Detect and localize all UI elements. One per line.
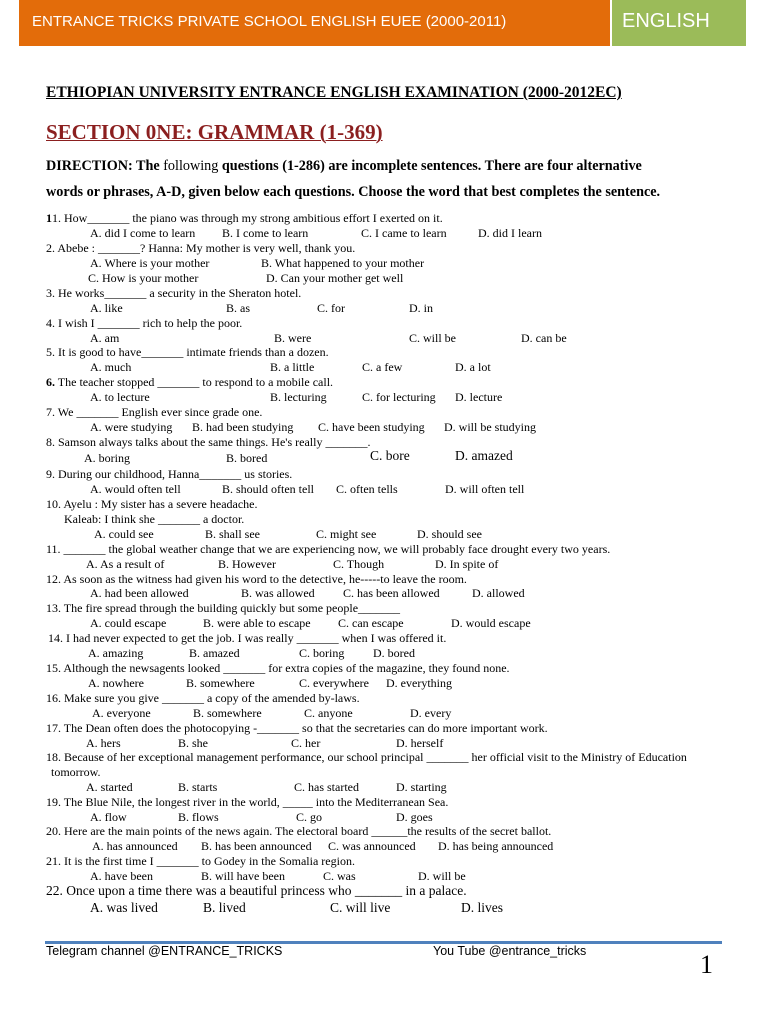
option-a: A. As a result of xyxy=(86,557,165,571)
option-d: D. will be xyxy=(418,869,466,883)
question-17: 17. The Dean often does the photocopying -_______ so that the secretaries can do more important work. xyxy=(46,721,548,735)
direction-label: DIRECTION: The xyxy=(46,158,164,174)
question-number: 1 xyxy=(46,211,52,225)
question-12: 12. As soon as the witness had given his word to the detective, he-----to leave the room. xyxy=(46,572,467,586)
youtube-channel: You Tube @entrance_tricks xyxy=(433,944,587,958)
option-a: A. would often tell xyxy=(90,482,181,496)
option-d: D. did I learn xyxy=(478,226,542,240)
option-c: C. a few xyxy=(362,360,403,374)
option-d: D. a lot xyxy=(455,360,491,374)
option-a: A. did I come to learn xyxy=(90,226,196,240)
question-7: 7. We _______ English ever since grade one. xyxy=(46,405,263,419)
option-a: A. much xyxy=(90,360,132,374)
option-c: C. might see xyxy=(316,527,377,541)
option-a: A. could see xyxy=(94,527,154,541)
option-c: C. was xyxy=(323,869,356,883)
option-b: B. I come to learn xyxy=(222,226,309,240)
option-d: D. should see xyxy=(417,527,482,541)
option-d: D. In spite of xyxy=(435,557,499,571)
option-a: A. am xyxy=(90,331,120,345)
question-1 xyxy=(46,211,443,225)
option-b: B. lecturing xyxy=(270,390,327,404)
section-title: SECTION 0NE: GRAMMAR (1-369) xyxy=(46,120,383,144)
option-c: C. has started xyxy=(294,780,359,794)
question-20: 20. Here are the main points of the news again. The electoral board ______the results of the secret ballot. xyxy=(46,824,552,838)
question-21: 21. It is the first time I _______ to Godey in the Somalia region. xyxy=(46,854,355,868)
option-b: B. amazed xyxy=(189,646,240,660)
option-b: B. a little xyxy=(270,360,315,374)
direction-line-2: words or phrases, A-D, given below each questions. Choose the word that best completes the sentence. xyxy=(46,184,661,200)
option-d: D. will often tell xyxy=(445,482,525,496)
option-c: C. anyone xyxy=(304,706,353,720)
option-b: B. had been studying xyxy=(192,420,294,434)
option-d: D. has being announced xyxy=(438,839,554,853)
option-c: C. has been allowed xyxy=(343,586,440,600)
question-8: 8. Samson always talks about the same things. He's really _______. xyxy=(46,435,371,449)
option-b: B. bored xyxy=(226,451,268,465)
option-c: C. for xyxy=(317,301,345,315)
option-a: A. to lecture xyxy=(90,390,150,404)
option-d: D. will be studying xyxy=(444,420,536,434)
question-6 xyxy=(46,375,333,389)
option-b: B. starts xyxy=(178,780,218,794)
question-text: 1. How_______ the piano was through my strong ambitious effort I exerted on it. xyxy=(52,211,443,225)
option-b: B. What happened to your mother xyxy=(261,256,425,270)
option-a: A. could escape xyxy=(90,616,167,630)
option-d: D. in xyxy=(409,301,433,315)
option-a: A. started xyxy=(86,780,133,794)
question-4: 4. I wish I _______ rich to help the poor. xyxy=(46,316,243,330)
option-d: D. everything xyxy=(386,676,452,690)
exam-title: ETHIOPIAN UNIVERSITY ENTRANCE ENGLISH EXAMINATION (2000-2012EC) xyxy=(46,84,622,101)
option-b: B. were able to escape xyxy=(203,616,311,630)
question-3: 3. He works_______ a security in the Sheraton hotel. xyxy=(46,286,302,300)
option-c: C. I came to learn xyxy=(361,226,447,240)
option-d: D. can be xyxy=(521,331,567,345)
question-13: 13. The fire spread through the building quickly but some people_______ xyxy=(46,601,401,615)
option-b: B. shall see xyxy=(205,527,260,541)
option-c: C. have been studying xyxy=(318,420,425,434)
option-c: C. boring xyxy=(299,646,345,660)
question-5: 5. It is good to have_______ intimate friends than a dozen. xyxy=(46,345,329,359)
question-10-reply: Kaleab: I think she _______ a doctor. xyxy=(64,512,245,526)
option-a: A. amazing xyxy=(88,646,144,660)
direction-line-1 xyxy=(46,158,642,175)
option-a: A. have been xyxy=(90,869,153,883)
option-c: C. bore xyxy=(370,448,410,463)
option-d: D. herself xyxy=(396,736,444,750)
option-c: C. was announced xyxy=(328,839,416,853)
option-d: D. allowed xyxy=(472,586,525,600)
option-d: D. every xyxy=(410,706,452,720)
option-d: D. amazed xyxy=(455,448,513,463)
page-number: 1 xyxy=(700,950,713,979)
question-15: 15. Although the newsagents looked _______ for extra copies of the magazine, they found none. xyxy=(46,661,510,675)
question-2: 2. Abebe : _______? Hanna: My mother is very well, thank you. xyxy=(46,241,356,255)
option-d: D. goes xyxy=(396,810,433,824)
direction-following: following xyxy=(163,158,222,174)
header-title: ENTRANCE TRICKS PRIVATE SCHOOL ENGLISH EUEE (2000-2011) xyxy=(32,13,507,30)
option-b: B. were xyxy=(274,331,312,345)
telegram-channel: Telegram channel @ENTRANCE_TRICKS xyxy=(46,944,283,958)
option-b: B. has been announced xyxy=(201,839,312,853)
option-c: C. will be xyxy=(409,331,456,345)
option-d: D. would escape xyxy=(451,616,531,630)
option-a: A. were studying xyxy=(90,420,173,434)
option-c: C. How is your mother xyxy=(88,271,199,285)
question-22: 22. Once upon a time there was a beautiful princess who _______ in a palace. xyxy=(46,883,467,898)
question-10: 10. Ayelu : My sister has a severe headache. xyxy=(46,497,258,511)
option-d: D. Can your mother get well xyxy=(266,271,404,285)
option-d: D. starting xyxy=(396,780,447,794)
option-d: D. bored xyxy=(373,646,415,660)
option-d: D. lives xyxy=(461,900,503,915)
option-a: A. had been allowed xyxy=(90,586,189,600)
question-14: 14. I had never expected to get the job. I was really _______ when I was offered it. xyxy=(48,631,447,645)
option-b: B. flows xyxy=(178,810,219,824)
option-b: B. should often tell xyxy=(222,482,314,496)
option-a: A. has announced xyxy=(92,839,178,853)
option-a: A. like xyxy=(90,301,123,315)
option-a: A. everyone xyxy=(92,706,151,720)
option-c: C. for lecturing xyxy=(362,390,436,404)
option-a: A. was lived xyxy=(90,900,158,915)
option-a: A. boring xyxy=(84,451,130,465)
question-number: 6. xyxy=(46,375,55,389)
option-b: B. will have been xyxy=(201,869,285,883)
question-19: 19. The Blue Nile, the longest river in the world, _____ into the Mediterranean Sea. xyxy=(46,795,449,809)
option-b: B. as xyxy=(226,301,250,315)
option-b: B. she xyxy=(178,736,208,750)
option-c: C. Though xyxy=(333,557,385,571)
option-a: A. hers xyxy=(86,736,121,750)
direction-text: questions (1-286) are incomplete sentences. There are four alternative xyxy=(221,158,642,174)
option-c: C. everywhere xyxy=(299,676,369,690)
option-c: C. can escape xyxy=(338,616,404,630)
question-16: 16. Make sure you give _______ a copy of the amended by-laws. xyxy=(46,691,360,705)
option-c: C. often tells xyxy=(336,482,398,496)
question-11: 11. _______ the global weather change that we are experiencing now, we will probably face drought every two years. xyxy=(46,542,611,556)
option-b: B. somewhere xyxy=(193,706,262,720)
question-9: 9. During our childhood, Hanna_______ us stories. xyxy=(46,467,293,481)
question-18-continued: tomorrow. xyxy=(51,765,101,779)
option-a: A. Where is your mother xyxy=(90,256,210,270)
option-b: B. lived xyxy=(203,900,246,915)
option-b: B. However xyxy=(218,557,276,571)
question-text: The teacher stopped _______ to respond to a mobile call. xyxy=(55,375,334,389)
subject-tag-label: ENGLISH xyxy=(622,10,710,32)
option-c: C. her xyxy=(291,736,321,750)
option-b: B. was allowed xyxy=(241,586,315,600)
option-a: A. flow xyxy=(90,810,127,824)
option-d: D. lecture xyxy=(455,390,503,404)
question-18: 18. Because of her exceptional management performance, our school principal _______ her official visit to the Ministry of Education xyxy=(46,750,687,764)
option-c: C. will live xyxy=(330,900,391,915)
option-b: B. somewhere xyxy=(186,676,255,690)
option-c: C. go xyxy=(296,810,323,824)
option-a: A. nowhere xyxy=(88,676,144,690)
